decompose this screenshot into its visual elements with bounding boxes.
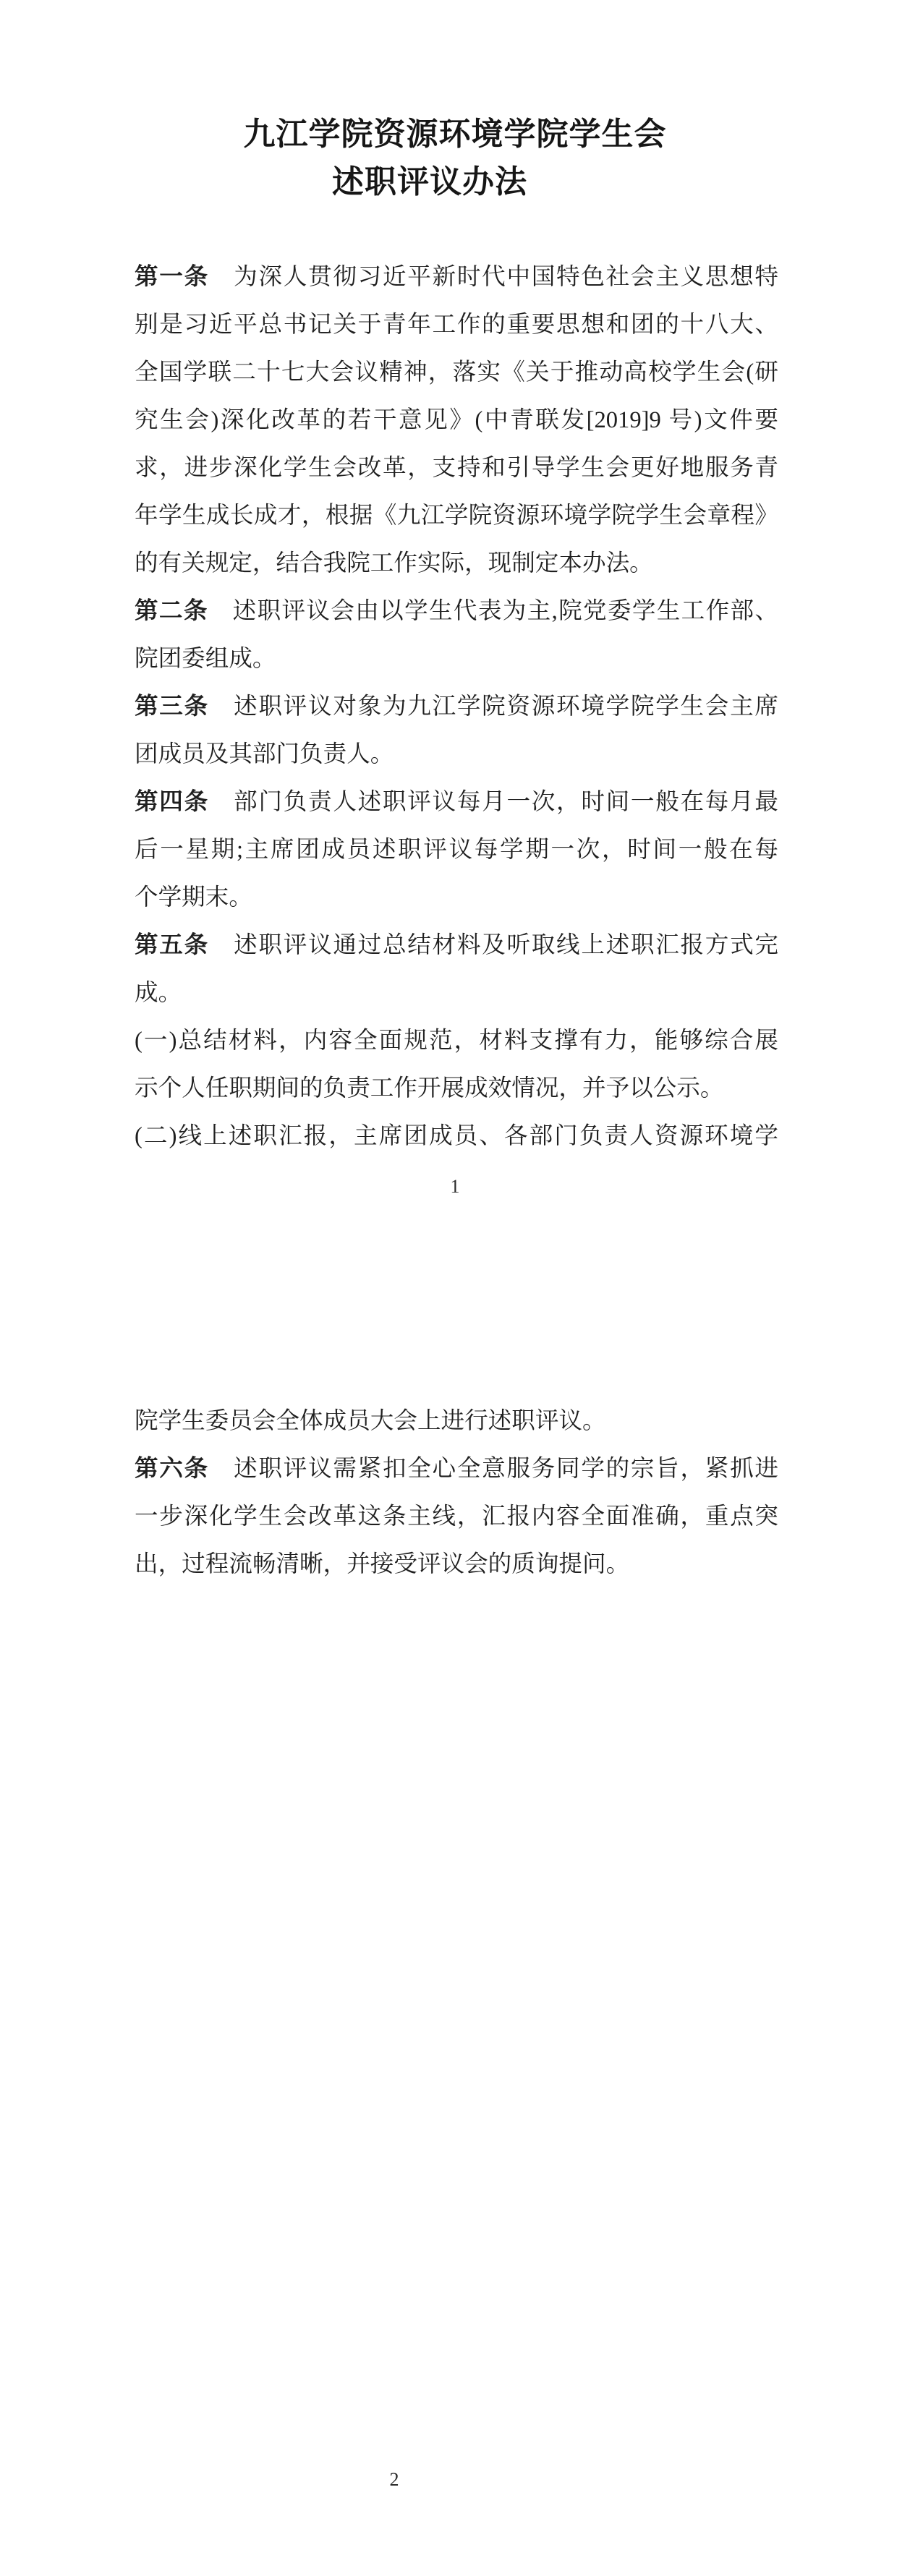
text-line: 示个人任职期间的负责工作开展成效情况，并予以公示。 [135,1075,724,1101]
text-line: 究生会)深化改革的若干意见》(中青联发[2019]9 号)文件要 [135,407,778,433]
text-line [135,253,778,301]
line-text: 述职评议需紧扣全心全意服务同学的宗旨，紧抓进 [208,1456,778,1482]
page-1-number: 1 [450,1176,460,1197]
article-number: 第三条 [135,694,209,720]
text-line: 别是习近平总书记关于青年工作的重要思想和团的十八大、 [135,312,778,338]
text-line: 成。 [135,980,182,1006]
text-line: 一步深化学生会改革这条主线，汇报内容全面准确，重点突 [135,1504,778,1530]
line-text: 为深人贯彻习近平新时代中国特色社会主义思想特 [208,264,778,290]
text-line: 的有关规定，结合我院工作实际，现制定本办法。 [135,550,653,576]
text-line [135,683,778,730]
text-line [135,1445,778,1493]
text-line: 年学生成长成才，根据《九江学院资源环境学院学生会章程》 [135,503,778,529]
text-line: 后一星期;主席团成员述职评议每学期一次，时间一般在每 [135,837,778,863]
line-text: 述职评议对象为九江学院资源环境学院学生会主席 [208,694,778,720]
line-text: 述职评议通过总结材料及听取线上述职汇报方式完 [208,932,778,958]
text-line: 求，进步深化学生会改革，支持和引导学生会更好地服务青 [135,455,778,481]
text-line: 院学生委员会全体成员大会上进行述职评议。 [135,1408,606,1434]
page-2-body [135,1397,778,1588]
page-2 [0,1288,910,2576]
text-line [135,587,778,635]
line-text: 述职评议会由以学生代表为主,院党委学生工作部、 [208,598,778,624]
line-text: 部门负责人述职评议每月一次，时间一般在每月最 [208,789,778,815]
text-line [135,778,778,826]
text-line: (二)线上述职汇报，主席团成员、各部门负责人资源环境学 [135,1123,778,1149]
text-line: 院团委组成。 [135,646,276,672]
article-number: 第一条 [135,264,209,290]
text-line [135,921,778,969]
text-line: (一)总结材料，内容全面规范，材料支撑有力，能够综合展 [135,1028,778,1054]
article-number: 第二条 [135,598,208,624]
text-line: 出，过程流畅清晰，并接受评议会的质询提问。 [135,1551,630,1577]
document-title-line1: 九江学院资源环境学院学生会 [243,116,667,152]
text-line: 全国学联二十七大会议精神，落实《关于推动高校学生会(研 [135,359,778,385]
article-number: 第六条 [135,1456,209,1482]
page-2-number: 2 [389,2469,399,2490]
article-number: 第五条 [135,932,209,958]
article-number: 第四条 [135,789,209,815]
text-line: 个学期末。 [135,884,252,910]
document-title-line2: 述职评议办法 [332,164,527,200]
page-1-body [135,253,778,1160]
text-line: 团成员及其部门负责人。 [135,741,394,767]
